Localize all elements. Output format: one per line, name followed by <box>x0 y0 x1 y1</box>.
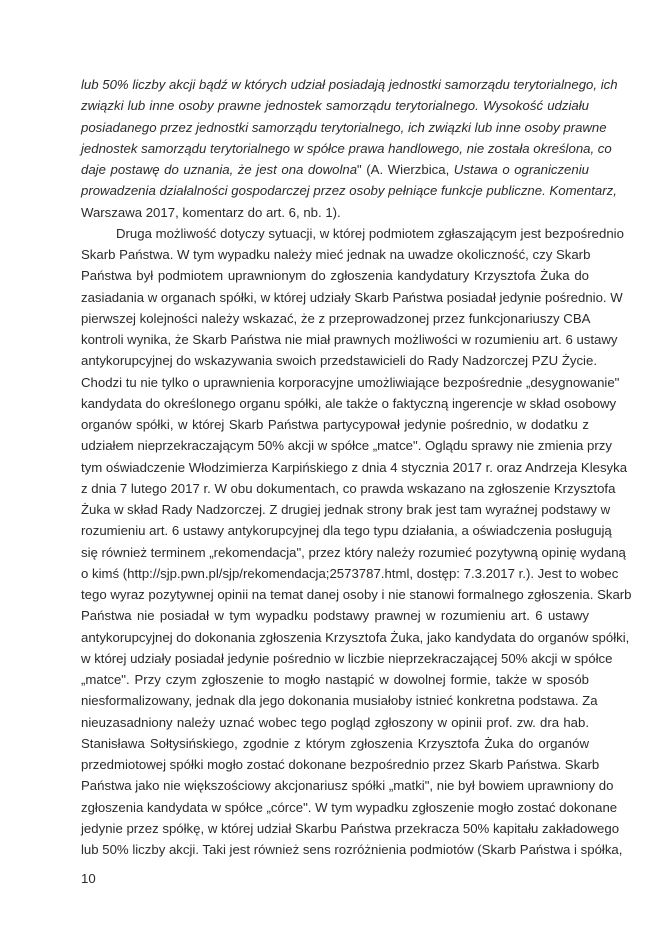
page-number: 10 <box>81 871 96 886</box>
italic-text: związki lub inne osoby prawne jednostek samorządu terytorialnego. Wysokość udziału <box>81 98 589 114</box>
text-line <box>81 478 616 499</box>
text-segment: przedmiotowej spółki mogło zostać dokonane bezpośrednio przez Skarb Państwa. Skarb <box>81 757 600 772</box>
text-segment: kandydata do określonego organu spółki, ale także o faktyczną ingerencje w skład osobowy <box>81 395 617 411</box>
text-segment: udziałem nieprzekraczającym 50% akcji w spółce „matce". Oglądu sprawy nie zmienia przy <box>81 438 612 454</box>
text-segment: niesformalizowany, jednak dla jego dokonania musiałoby istnieć konkretna podstawa. Za <box>81 693 598 709</box>
italic-text: posiadanego przez jednostki samorządu terytorialnego, ich związki lub inne osoby prawne <box>81 119 607 135</box>
text-line <box>81 605 589 626</box>
text-line <box>81 627 630 648</box>
italic-text: lub 50% liczby akcji bądź w których udział posiadają jednostki samorządu terytorialnego, ich <box>81 77 618 92</box>
text-line <box>81 159 589 180</box>
text-segment: " (A. Wierzbica, <box>357 162 454 177</box>
text-segment: lub 50% liczby akcji. Taki jest również sens rozróżnienia podmiotów (Skarb Państwa i spółka, <box>81 842 623 857</box>
italic-text: jednostek samorządu terytorialnego w spółce prawa handlowego, nie została określona, co <box>81 140 612 156</box>
text-segment: Państwa był podmiotem uprawnionym do zgłoszenia kandydatury Krzysztofa Żuka do <box>81 268 589 284</box>
text-segment: Chodzi tu nie tylko o uprawnienia korporacyjne umożliwiające bezpośrednie „desygnowanie" <box>81 374 620 390</box>
text-segment: kontroli wynika, że Skarb Państwa nie miał prawnych możliwości w rozumieniu art. 6 ustawy <box>81 332 618 347</box>
text-line <box>81 223 624 244</box>
text-line <box>81 435 612 456</box>
text-line <box>81 754 600 775</box>
text-segment: w której udziały posiadał jedynie pośrednio w liczbie nieprzekraczającej 50% akcji w spółce <box>81 650 613 666</box>
text-segment: antykorupcyjnej do dokonania zgłoszenia Krzysztofa Żuka, jako kandydata do organów spółki, <box>81 629 630 645</box>
text-segment: zgłoszenia kandydata w spółce „córce". W tym wypadku zgłoszenie mogło zostać dokonane <box>81 799 618 815</box>
text-line <box>81 457 628 478</box>
text-segment: się również terminem „rekomendacja", przez który należy rozumieć pozytywną opinię wydaną <box>81 544 626 560</box>
body-text <box>81 74 632 860</box>
text-line <box>81 95 589 116</box>
text-line <box>81 138 612 159</box>
text-segment: Państwa nie posiadał w tym wypadku podstawy prawnej w rozumieniu art. 6 ustawy <box>81 608 589 624</box>
text-line <box>81 563 619 584</box>
italic-text: daje postawę do uznania, że jest ona dowolna <box>81 162 358 177</box>
text-line <box>81 329 618 350</box>
text-line <box>81 775 614 796</box>
text-segment: „matce". Przy czym zgłoszenie to mogło nastąpić w dowolnej formie, także w sposób <box>81 672 589 687</box>
text-segment: tym oświadczenie Włodzimierza Karpińskiego z dnia 4 stycznia 2017 r. oraz Andrzeja Klesyka <box>81 459 628 475</box>
italic-text: prowadzenia działalności gospodarczej przez osoby pełniące funkcje publiczne. Komentarz, <box>81 183 617 199</box>
text-segment: organów spółki, w której Skarb Państwa partycypował jedynie pośrednio, w dodatku z <box>81 417 589 432</box>
text-segment: Stanisława Sołtysińskiego, zgodnie z którym zgłoszenia Krzysztofa Żuka do organów <box>81 735 589 751</box>
text-segment: o kimś (http://sjp.pwn.pl/sjp/rekomendacja;2573787.html, dostęp: 7.3.2017 r.). Jest to wobec <box>81 565 619 581</box>
text-line <box>81 414 589 435</box>
text-line <box>81 818 620 839</box>
text-line <box>81 74 618 95</box>
text-line <box>81 499 611 520</box>
text-segment: pierwszej kolejności należy wskazać, że z przeprowadzonej przez funkcjonariuszy CBA <box>81 310 591 326</box>
text-line <box>81 733 589 754</box>
text-line <box>81 584 632 605</box>
text-line <box>81 265 589 286</box>
text-line <box>81 669 589 690</box>
text-segment: antykorupcyjnej do wskazywania swoich przedstawicieli do Rady Nadzorczej PZU Życie. <box>81 353 597 369</box>
text-segment: zasiadania w organach spółki, w której udziały Skarb Państwa posiadał jedynie pośrednio. W <box>81 289 623 305</box>
text-segment: Państwa jako nie większościowy akcjonariusz spółki „matki", nie był bowiem uprawniony do <box>81 778 614 794</box>
text-segment: jedynie przez spółkę, w której udział Skarbu Państwa przekracza 50% kapitału zakładowego <box>81 820 620 836</box>
text-line <box>81 542 626 563</box>
text-segment: tego wyraz pozytywnej opinii na temat danej osoby i nie stanowi formalnego zgłoszenia. Skarb <box>81 587 632 602</box>
text-segment: Druga możliwość dotyczy sytuacji, w której podmiotem zgłaszającym jest bezpośrednio <box>116 225 624 241</box>
text-line <box>81 287 623 308</box>
text-line <box>81 350 597 371</box>
text-segment: Skarb Państwa. W tym wypadku należy mieć jednak na uwadze okoliczność, czy Skarb <box>81 247 591 262</box>
italic-text: Ustawa o ograniczeniu <box>453 162 589 177</box>
text-line <box>81 180 617 201</box>
text-line <box>81 244 589 265</box>
text-line <box>81 393 617 414</box>
text-segment: rozumieniu art. 6 ustawy antykorupcyjnej dla tego typu działania, a oświadczenia posługują <box>81 523 612 539</box>
text-line <box>81 648 613 669</box>
text-segment: Warszawa 2017, komentarz do art. 6, nb. 1). <box>81 204 341 220</box>
text-line <box>81 202 589 223</box>
text-line <box>81 839 623 860</box>
text-line <box>81 797 618 818</box>
text-line <box>81 372 620 393</box>
text-line <box>81 117 607 138</box>
text-segment: z dnia 7 lutego 2017 r. W obu dokumentach, co prawda wskazano na zgłoszenie Krzysztofa <box>81 480 616 496</box>
text-line <box>81 712 589 733</box>
text-line <box>81 520 612 541</box>
text-segment: Żuka w skład Rady Nadzorczej. Z drugiej jednak strony brak jest tam wyraźnej podstawy w <box>81 502 611 517</box>
text-line <box>81 308 589 329</box>
text-segment: nieuzasadniony należy uznać wobec tego pogląd zgłoszony w opinii prof. zw. dra hab. <box>81 714 589 730</box>
text-line <box>81 690 598 711</box>
